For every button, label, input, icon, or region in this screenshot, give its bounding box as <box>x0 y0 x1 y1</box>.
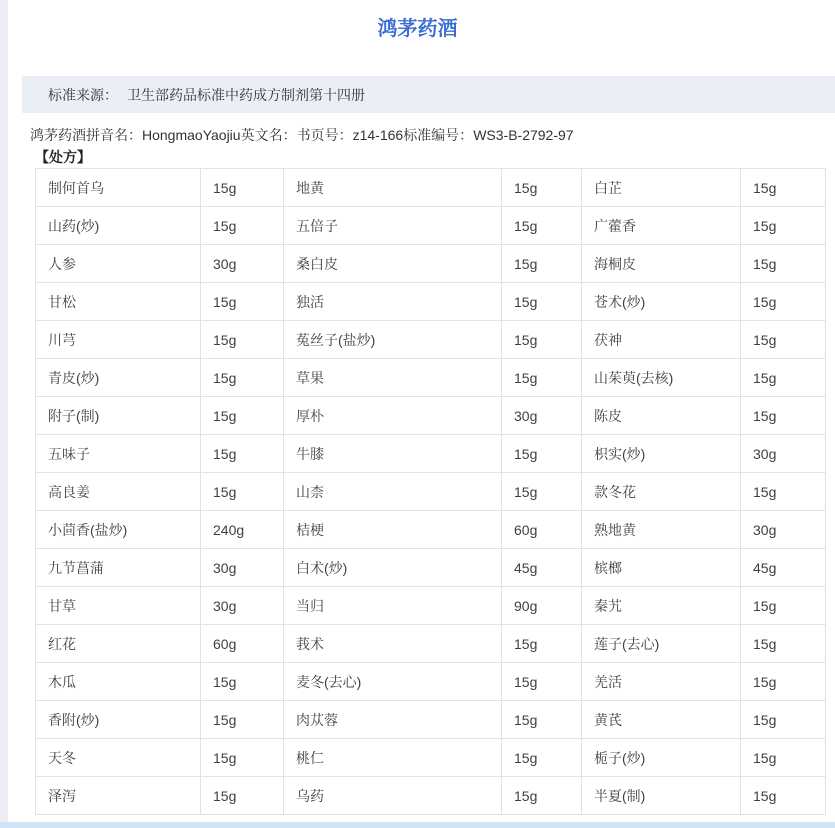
herb-quantity-cell: 15g <box>201 283 284 321</box>
herb-name-cell: 秦艽 <box>582 587 741 625</box>
herb-quantity-cell: 15g <box>502 321 582 359</box>
herb-quantity-cell: 15g <box>741 777 826 815</box>
herb-quantity-cell: 15g <box>502 169 582 207</box>
herb-quantity-cell: 15g <box>502 701 582 739</box>
herb-quantity-cell: 15g <box>502 777 582 815</box>
herb-name-cell: 陈皮 <box>582 397 741 435</box>
english-name-label: 英文名： <box>240 127 297 143</box>
herb-name-cell: 槟榔 <box>582 549 741 587</box>
herb-name-cell: 枳实(炒) <box>582 435 741 473</box>
herb-name-cell: 香附(炒) <box>36 701 201 739</box>
standard-source-value: 卫生部药品标准中药成方制剂第十四册 <box>127 86 365 103</box>
herb-name-cell: 九节菖蒲 <box>36 549 201 587</box>
herb-name-cell: 地黄 <box>284 169 502 207</box>
herb-name-cell: 桔梗 <box>284 511 502 549</box>
herb-quantity-cell: 30g <box>201 549 284 587</box>
herb-quantity-cell: 45g <box>502 549 582 587</box>
herb-name-cell: 广藿香 <box>582 207 741 245</box>
herb-quantity-cell: 30g <box>741 511 826 549</box>
herb-name-cell: 附子(制) <box>36 397 201 435</box>
prescription-heading: 【处方】 <box>35 149 91 165</box>
prescription-table <box>35 168 826 815</box>
herb-quantity-cell: 15g <box>502 625 582 663</box>
table-row <box>36 777 826 815</box>
prescription-table-body <box>36 169 826 815</box>
herb-quantity-cell: 15g <box>502 207 582 245</box>
herb-name-cell: 山柰 <box>284 473 502 511</box>
herb-name-cell: 苍术(炒) <box>582 283 741 321</box>
table-row <box>36 549 826 587</box>
herb-name-cell: 五味子 <box>36 435 201 473</box>
herb-name-cell: 黄芪 <box>582 701 741 739</box>
herb-quantity-cell: 60g <box>201 625 284 663</box>
table-row <box>36 245 826 283</box>
herb-quantity-cell: 45g <box>741 549 826 587</box>
standard-source-bar <box>22 76 835 113</box>
herb-name-cell: 天冬 <box>36 739 201 777</box>
herb-quantity-cell: 15g <box>741 283 826 321</box>
pinyin-value: HongmaoYaojiu <box>142 127 241 143</box>
herb-name-cell: 红花 <box>36 625 201 663</box>
pinyin-label: 鸿茅药酒拼音名： <box>30 127 142 143</box>
herb-name-cell: 木瓜 <box>36 663 201 701</box>
table-row <box>36 739 826 777</box>
herb-name-cell: 高良姜 <box>36 473 201 511</box>
table-row <box>36 587 826 625</box>
herb-quantity-cell: 15g <box>201 777 284 815</box>
herb-quantity-cell: 15g <box>502 435 582 473</box>
herb-name-cell: 山药(炒) <box>36 207 201 245</box>
page-title: 鸿茅药酒 <box>377 18 458 40</box>
herb-name-cell: 莲子(去心) <box>582 625 741 663</box>
meta-line <box>30 126 835 145</box>
standard-source-label: 标准来源： <box>48 86 118 103</box>
herb-quantity-cell: 15g <box>201 359 284 397</box>
table-row <box>36 207 826 245</box>
herb-name-cell: 羌活 <box>582 663 741 701</box>
herb-name-cell: 熟地黄 <box>582 511 741 549</box>
herb-quantity-cell: 15g <box>502 283 582 321</box>
herb-quantity-cell: 15g <box>741 245 826 283</box>
herb-name-cell: 半夏(制) <box>582 777 741 815</box>
table-row <box>36 435 826 473</box>
herb-name-cell: 桑白皮 <box>284 245 502 283</box>
herb-name-cell: 茯神 <box>582 321 741 359</box>
herb-name-cell: 草果 <box>284 359 502 397</box>
herb-quantity-cell: 15g <box>201 435 284 473</box>
herb-quantity-cell: 15g <box>201 397 284 435</box>
herb-name-cell: 制何首乌 <box>36 169 201 207</box>
herb-name-cell: 桃仁 <box>284 739 502 777</box>
herb-quantity-cell: 15g <box>741 625 826 663</box>
herb-name-cell: 菟丝子(盐炒) <box>284 321 502 359</box>
herb-name-cell: 牛膝 <box>284 435 502 473</box>
page-number-value: z14-166 <box>352 127 404 143</box>
herb-name-cell: 山茱萸(去核) <box>582 359 741 397</box>
herb-quantity-cell: 15g <box>201 169 284 207</box>
herb-quantity-cell: 15g <box>502 739 582 777</box>
herb-quantity-cell: 15g <box>201 701 284 739</box>
herb-quantity-cell: 15g <box>741 587 826 625</box>
herb-quantity-cell: 15g <box>741 359 826 397</box>
herb-quantity-cell: 60g <box>502 511 582 549</box>
herb-name-cell: 甘草 <box>36 587 201 625</box>
herb-name-cell: 厚朴 <box>284 397 502 435</box>
herb-quantity-cell: 15g <box>201 473 284 511</box>
herb-name-cell: 小茴香(盐炒) <box>36 511 201 549</box>
herb-quantity-cell: 30g <box>201 587 284 625</box>
herb-name-cell: 白术(炒) <box>284 549 502 587</box>
herb-name-cell: 泽泻 <box>36 777 201 815</box>
herb-quantity-cell: 15g <box>201 321 284 359</box>
table-row <box>36 701 826 739</box>
herb-name-cell: 川芎 <box>36 321 201 359</box>
partial-section-bar <box>0 822 835 828</box>
herb-name-cell: 肉苁蓉 <box>284 701 502 739</box>
herb-quantity-cell: 15g <box>741 663 826 701</box>
herb-quantity-cell: 15g <box>741 473 826 511</box>
table-row <box>36 359 826 397</box>
herb-name-cell: 麦冬(去心) <box>284 663 502 701</box>
table-row <box>36 625 826 663</box>
herb-quantity-cell: 15g <box>201 207 284 245</box>
herb-quantity-cell: 15g <box>741 321 826 359</box>
herb-quantity-cell: 15g <box>502 245 582 283</box>
herb-quantity-cell: 15g <box>741 397 826 435</box>
herb-name-cell: 人参 <box>36 245 201 283</box>
standard-number-label: 标准编号： <box>403 127 474 143</box>
herb-name-cell: 栀子(炒) <box>582 739 741 777</box>
herb-name-cell: 甘松 <box>36 283 201 321</box>
herb-quantity-cell: 15g <box>502 663 582 701</box>
herb-quantity-cell: 15g <box>502 473 582 511</box>
herb-name-cell: 当归 <box>284 587 502 625</box>
left-page-strip <box>0 0 8 828</box>
herb-name-cell: 乌药 <box>284 777 502 815</box>
table-row <box>36 321 826 359</box>
herb-quantity-cell: 30g <box>502 397 582 435</box>
table-row <box>36 511 826 549</box>
table-row <box>36 169 826 207</box>
herb-quantity-cell: 15g <box>741 169 826 207</box>
herb-name-cell: 莪术 <box>284 625 502 663</box>
herb-quantity-cell: 15g <box>502 359 582 397</box>
herb-quantity-cell: 15g <box>741 739 826 777</box>
herb-quantity-cell: 15g <box>741 701 826 739</box>
herb-quantity-cell: 30g <box>741 435 826 473</box>
table-row <box>36 473 826 511</box>
herb-quantity-cell: 15g <box>201 663 284 701</box>
page-number-label: 书页号： <box>296 127 353 143</box>
herb-name-cell: 青皮(炒) <box>36 359 201 397</box>
herb-name-cell: 五倍子 <box>284 207 502 245</box>
table-row <box>36 663 826 701</box>
herb-quantity-cell: 15g <box>741 207 826 245</box>
herb-name-cell: 海桐皮 <box>582 245 741 283</box>
herb-quantity-cell: 240g <box>201 511 284 549</box>
table-row <box>36 283 826 321</box>
herb-quantity-cell: 15g <box>201 739 284 777</box>
standard-number-value: WS3-B-2792-97 <box>473 127 574 143</box>
herb-quantity-cell: 30g <box>201 245 284 283</box>
herb-name-cell: 独活 <box>284 283 502 321</box>
table-row <box>36 397 826 435</box>
herb-name-cell: 款冬花 <box>582 473 741 511</box>
herb-quantity-cell: 90g <box>502 587 582 625</box>
herb-name-cell: 白芷 <box>582 169 741 207</box>
